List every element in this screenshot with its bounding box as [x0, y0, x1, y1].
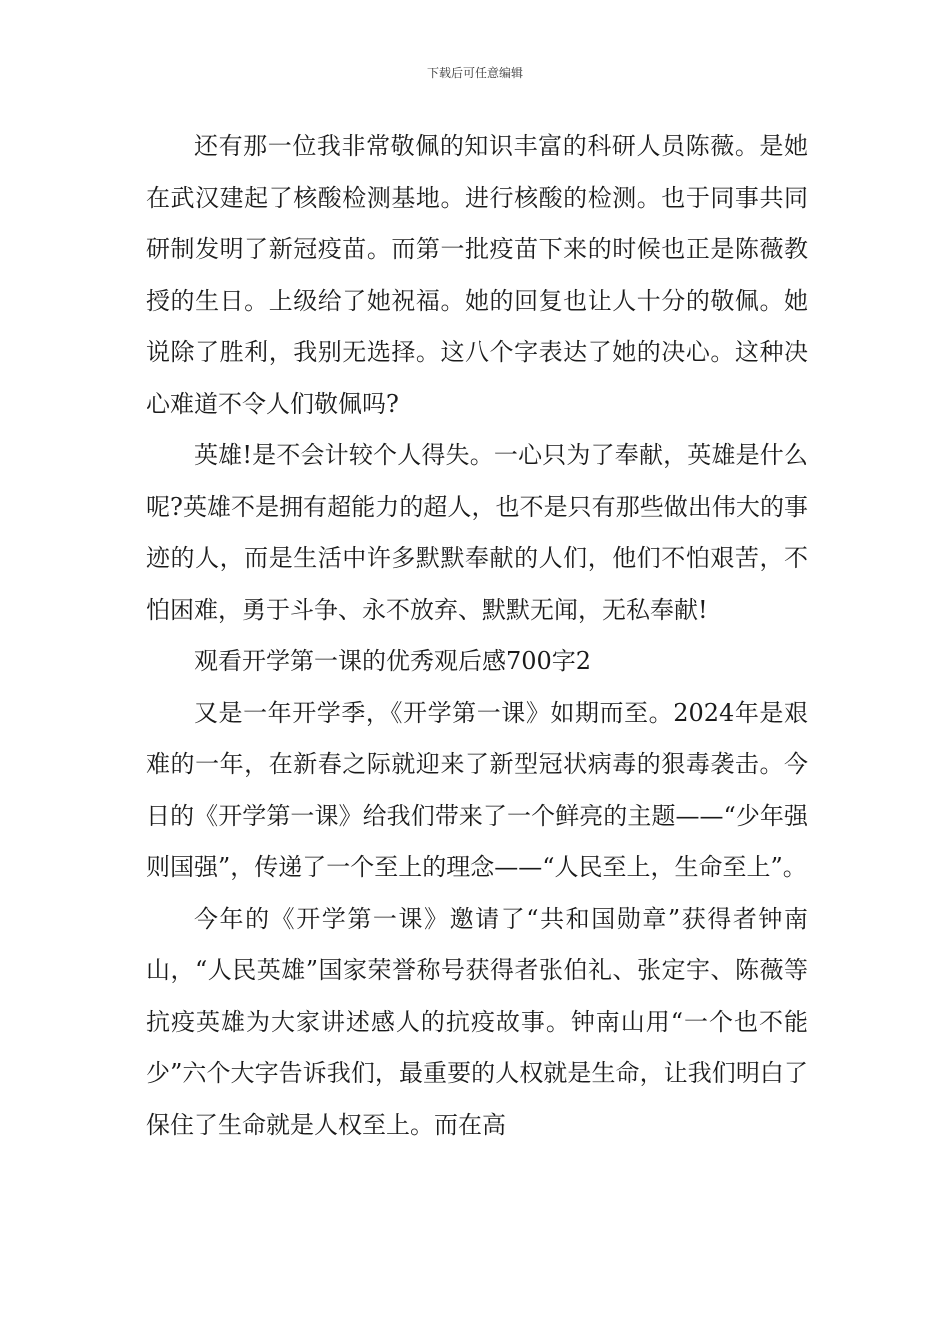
paragraph-zhong-nanshan: 今年的《开学第一课》邀请了“共和国勋章”获得者钟南山，“人民英雄”国家荣誉称号获得者张伯礼、张定宇、陈薇等抗疫英雄为大家讲述感人的抗疫故事。钟南山用“一个也不能少”六个大字告诉我们，最重要的人权就是生命，让我们明白了保住了生命就是人权至上。而在高 [146, 904, 808, 1139]
page-header: 下载后可任意编辑 [426, 66, 523, 80]
paragraph-new-semester: 又是一年开学季，《开学第一课》如期而至。2024年是艰难的一年，在新春之际就迎来了新型冠状病毒的狠毒袭击。今日的《开学第一课》给我们带来了一个鲜亮的主题——“少年强则国强”，传递了一个至上的理念——“人民至上，生命至上”。 [146, 698, 808, 881]
paragraph-hero-definition: 英雄!是不会计较个人得失。一心只为了奉献，英雄是什么呢?英雄不是拥有超能力的超人，也不是只有那些做出伟大的事迹的人，而是生活中许多默默奉献的人们，他们不怕艰苦，不怕困难，勇于斗争、永不放弃、默默无闻，无私奉献! [146, 441, 808, 624]
paragraph-chen-wei: 还有那一位我非常敬佩的知识丰富的科研人员陈薇。是她在武汉建起了核酸检测基地。进行核酸的检测。也于同事共同研制发明了新冠疫苗。而第一批疫苗下来的时候也正是陈薇教授的生日。上级给了她祝福。她的回复也让人十分的敬佩。她说除了胜利，我别无选择。这八个字表达了她的决心。这种决心难道不令人们敬佩吗? [146, 132, 808, 418]
section-title: 观看开学第一课的优秀观后感700字2 [194, 647, 592, 675]
document-body [146, 121, 808, 1151]
